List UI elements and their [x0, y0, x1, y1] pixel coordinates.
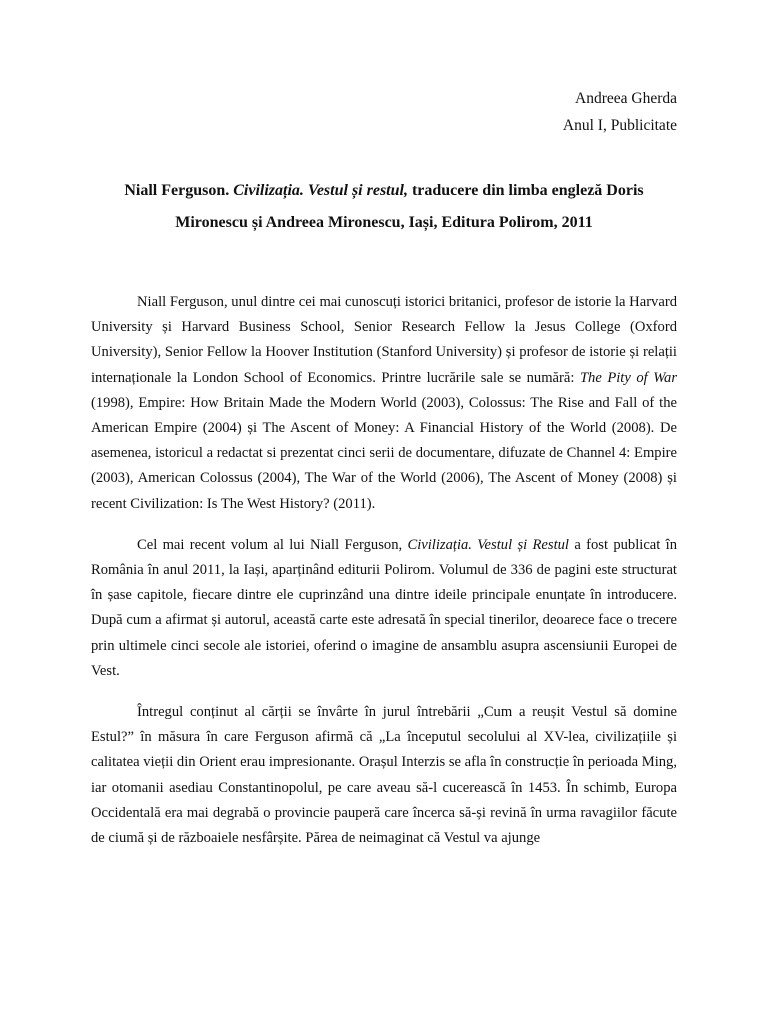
paragraph-2-text-before: Cel mai recent volum al lui Niall Ferguson, [137, 536, 403, 553]
paragraph-2 [91, 533, 677, 684]
title-details: traducere din limba engleză Doris Mironescu și Andreea Mironescu, Iași, Editura Polirom, 2011 [175, 182, 644, 231]
title-author: Niall Ferguson. [124, 182, 230, 199]
review-title [88, 175, 680, 239]
paragraph-3 [91, 700, 677, 851]
paragraph-1-text-after: (1998), Empire: How Britain Made the Modern World (2003), Colossus: The Rise and Fall of the American Empire (2004) și The Ascent of Money: A Financial History of the World (2008). De asemenea, istoricul a redactat si prezentat cinci serii de documentare, difuzate de Channel 4: Empire (2003), American Colossus (2004), The War of the World (2006), The Ascent of Money (2008) și recent Civilization: Is The West History? (2011). [91, 394, 677, 512]
paragraph-2-text-after: a fost publicat în România în anul 2011, la Iași, aparținând editurii Polirom. Volumul de 336 de pagini este structurat în șase capitole, fiecare dintre ele cuprinzând una dintre ideile principale enunțate în introducere. După cum a afirmat și autorul, această carte este adresată în special tinerilor, deoarece face o trecere prin ultimele cinci secole ale istoriei, oferind o imagine de ansamblu asupra ascensiunii Europei de Vest. [91, 536, 677, 679]
course-info: Anul I, Publicitate [562, 117, 677, 134]
body-text [91, 290, 677, 867]
author-name: Andreea Gherda [575, 90, 677, 107]
paragraph-2-italic: Civilizația. Vestul și Restul [407, 536, 569, 553]
title-book: Civilizația. Vestul și restul, [233, 182, 408, 199]
author-block [563, 85, 677, 139]
paragraph-1-italic: The Pity of War [579, 369, 677, 386]
paragraph-1-text-before: Niall Ferguson, unul dintre cei mai cunoscuți istorici britanici, profesor de istorie la Harvard University și Harvard Business School, Senior Research Fellow la Jesus College (Oxford University), Senior Fellow la Hoover Institution (Stanford University) și profesor de istorie și relații internaționale la London School of Economics. Printre lucrările sale se numără: [91, 294, 677, 386]
paragraph-1 [91, 290, 677, 517]
paragraph-3-text: Întregul conținut al cărții se învârte în jurul întrebării „Cum a reușit Vestul să domine Estul?” în măsura în care Ferguson afirmă că „La începutul secolului al XV-lea, civilizațiile și calitatea vieții din Orient erau impresionante. Orașul Interzis se afla în construcție în perioada Ming, iar otomanii asediau Constantinopolul, pe care aveau să-l cucerească în 1453. În schimb, Europa Occidentală era mai degrabă o provincie pauperă care încerca să-și revină în urma ravagiilor făcute de ciumă și de războaiele nesfârșite. Părea de neimaginat că Vestul va ajunge [91, 704, 677, 847]
